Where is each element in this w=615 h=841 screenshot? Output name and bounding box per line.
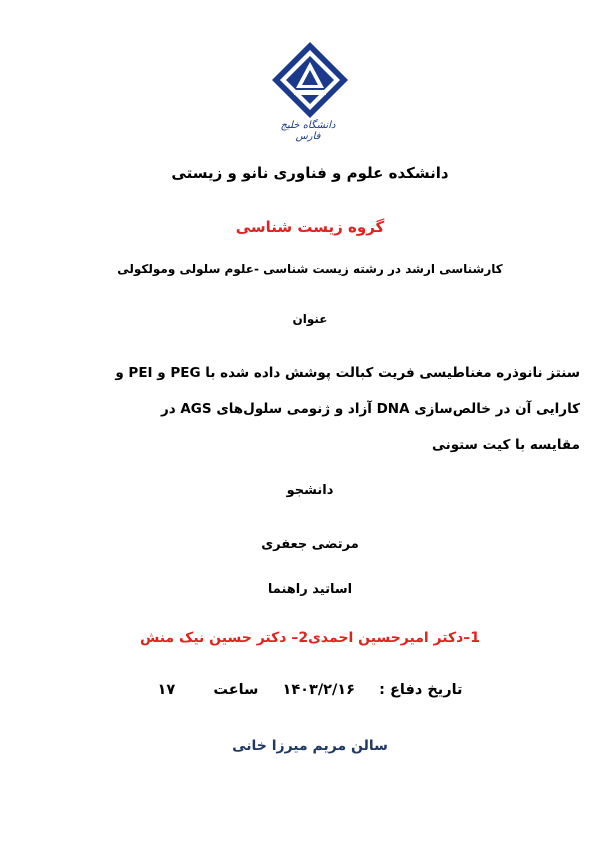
venue-name: سالن مریم میرزا خانی bbox=[232, 738, 388, 754]
logo-caption: دانشگاه خلیج فارس bbox=[280, 120, 336, 142]
defense-time: ۱۷ bbox=[157, 682, 176, 698]
student-name: مرتضی جعفری bbox=[261, 537, 359, 552]
faculty-name: دانشکده علوم و فناوری نانو و زیستی bbox=[171, 164, 449, 182]
defense-time-label: ساعت bbox=[213, 682, 259, 698]
department-name: گروه زیست شناسی bbox=[235, 218, 385, 236]
thesis-title-line: مقایسه با کیت ستونی bbox=[431, 437, 580, 453]
advisors-label: اساتید راهنما bbox=[267, 582, 353, 597]
thesis-title-line: سنتز نانوذره مغناطیسی فریت کبالت پوشش داده شده با PEG و PEI و bbox=[115, 365, 580, 381]
title-label: عنوان bbox=[292, 312, 328, 326]
defense-date: ۱۴۰۳/۲/۱۶ bbox=[282, 682, 356, 698]
degree-program: کارشناسی ارشد در رشته زیست شناسی -علوم سلولی ومولکولی bbox=[117, 262, 503, 276]
thesis-title bbox=[60, 355, 580, 463]
defense-info bbox=[60, 682, 560, 698]
student-label: دانشجو bbox=[286, 483, 334, 498]
defense-date-label: تاریخ دفاع : bbox=[379, 682, 463, 698]
advisors-list: 1–دکتر امیرحسین احمدی2– دکتر حسین نیک منش bbox=[139, 630, 481, 646]
thesis-title-line: کارایی آن در خالص‌سازی DNA آزاد و ژنومی سلول‌های AGS در bbox=[160, 401, 580, 417]
